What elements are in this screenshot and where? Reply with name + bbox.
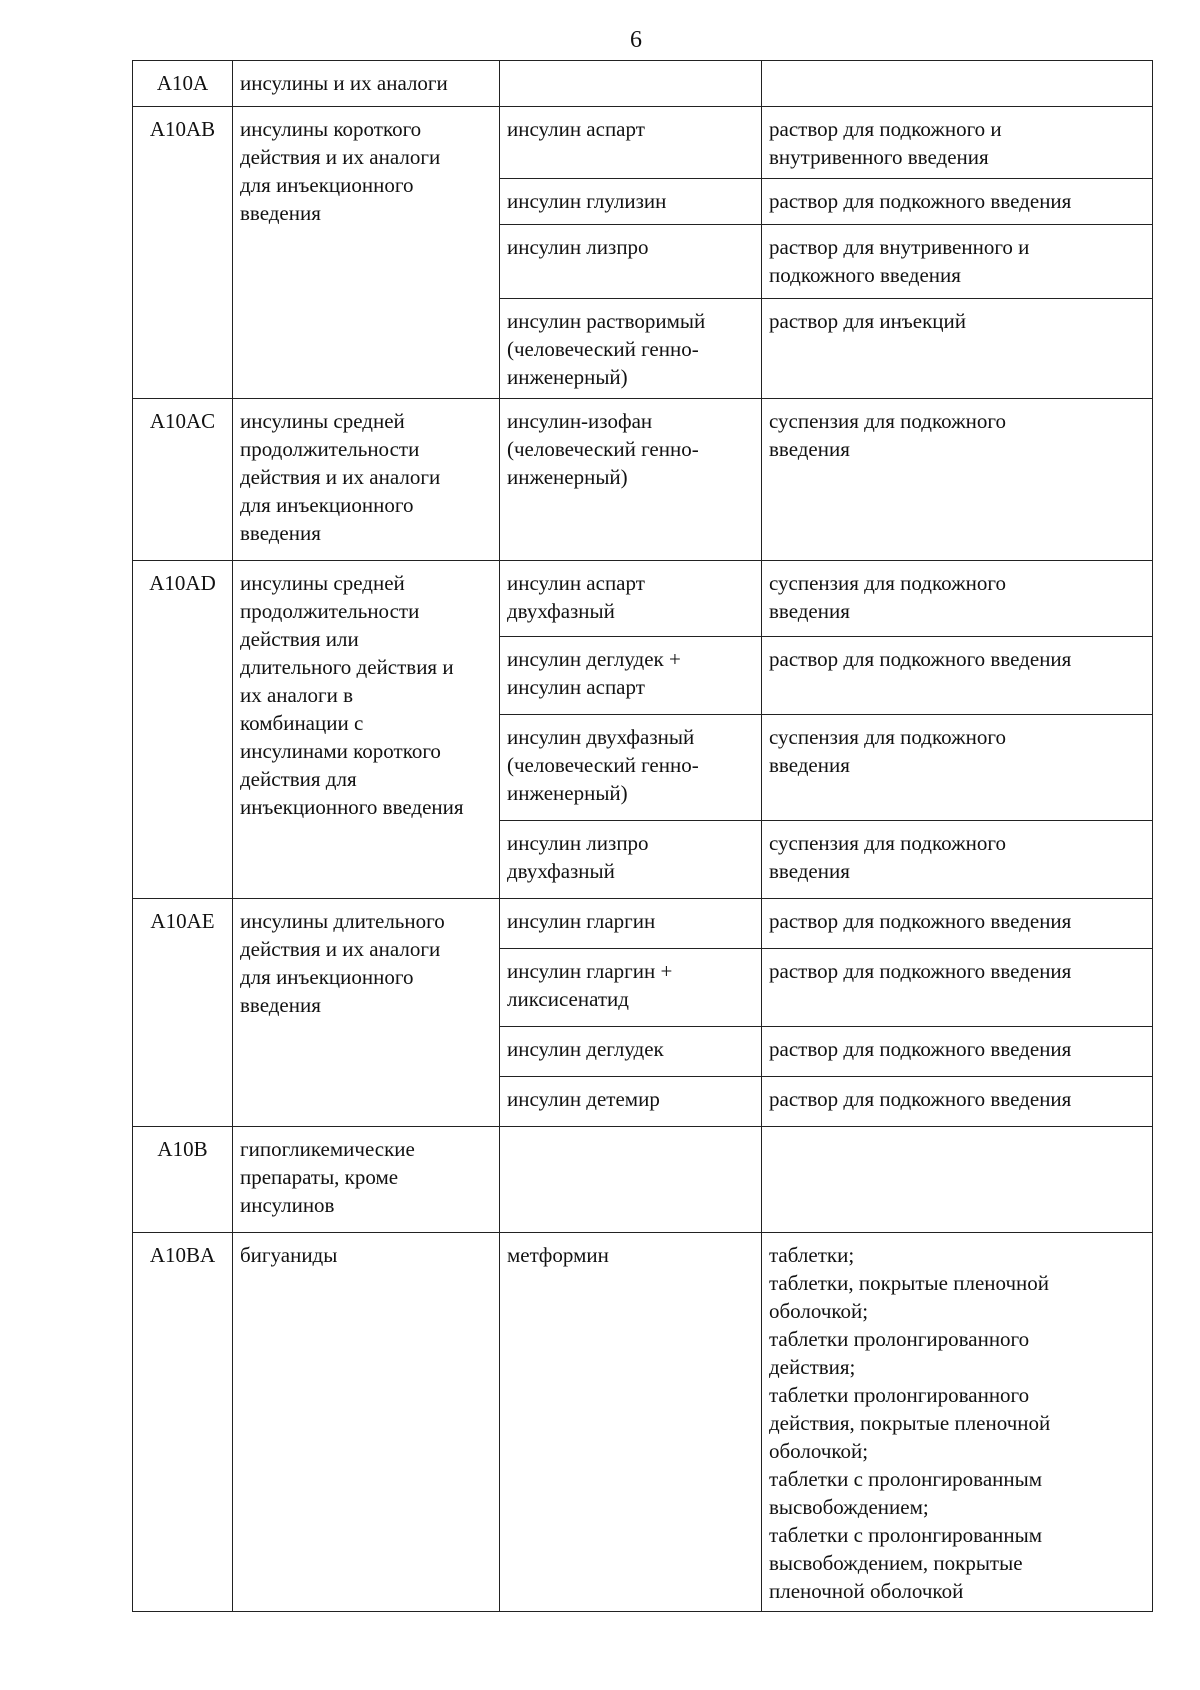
atc-group-name: гипогликемические препараты, кроме инсулинов <box>233 1127 500 1233</box>
atc-code: A10BA <box>133 1233 233 1612</box>
dosage-form-cell: суспензия для подкожного введения <box>762 821 1153 899</box>
inn-cell: инсулин детемир <box>500 1077 762 1127</box>
page-number: 6 <box>630 27 642 53</box>
dosage-form-cell: раствор для внутривенного и подкожного введения <box>762 225 1153 299</box>
table-row <box>133 1233 1153 1612</box>
inn-cell: метформин <box>500 1233 762 1612</box>
dosage-form-cell: суспензия для подкожного введения <box>762 399 1153 561</box>
table-row <box>133 899 1153 949</box>
dosage-form-cell: таблетки; таблетки, покрытые пленочной оболочкой; таблетки пролонгированного действия; таблетки пролонгированного действия, покрытые пленочной оболочкой; таблетки с пролонгированным высвобождением; таблетки с пролонгированным высвобождением, покрытые пленочной оболочкой <box>762 1233 1153 1612</box>
inn-cell <box>500 1127 762 1233</box>
atc-group-name: инсулины длительного действия и их аналоги для инъекционного введения <box>233 899 500 1127</box>
dosage-form-cell <box>762 1127 1153 1233</box>
dosage-form-cell: раствор для подкожного введения <box>762 637 1153 715</box>
inn-cell: инсулин гларгин <box>500 899 762 949</box>
inn-cell: инсулин лизпро <box>500 225 762 299</box>
dosage-form-cell: раствор для подкожного введения <box>762 1027 1153 1077</box>
atc-code: A10AE <box>133 899 233 1127</box>
atc-group-name: инсулины и их аналоги <box>233 61 500 107</box>
inn-cell: инсулин-изофан (человеческий генно- инженерный) <box>500 399 762 561</box>
atc-code: A10B <box>133 1127 233 1233</box>
inn-cell: инсулин аспарт <box>500 107 762 179</box>
inn-cell: инсулин глулизин <box>500 179 762 225</box>
dosage-form-cell: раствор для подкожного и внутривенного введения <box>762 107 1153 179</box>
table-row <box>133 107 1153 179</box>
dosage-form-cell: суспензия для подкожного введения <box>762 715 1153 821</box>
atc-code: A10A <box>133 61 233 107</box>
inn-cell <box>500 61 762 107</box>
atc-code: A10AB <box>133 107 233 399</box>
atc-group-name: бигуаниды <box>233 1233 500 1612</box>
atc-code: A10AC <box>133 399 233 561</box>
table-row <box>133 399 1153 561</box>
dosage-form-cell: раствор для подкожного введения <box>762 949 1153 1027</box>
dosage-form-cell: раствор для подкожного введения <box>762 179 1153 225</box>
inn-cell: инсулин аспарт двухфазный <box>500 561 762 637</box>
inn-cell: инсулин деглудек <box>500 1027 762 1077</box>
atc-group-name: инсулины средней продолжительности действия и их аналоги для инъекционного введения <box>233 399 500 561</box>
table-row <box>133 1127 1153 1233</box>
inn-cell: инсулин гларгин + ликсисенатид <box>500 949 762 1027</box>
table-row <box>133 561 1153 637</box>
dosage-form-cell: суспензия для подкожного введения <box>762 561 1153 637</box>
dosage-form-cell: раствор для подкожного введения <box>762 899 1153 949</box>
inn-cell: инсулин деглудек + инсулин аспарт <box>500 637 762 715</box>
inn-cell: инсулин растворимый (человеческий генно- инженерный) <box>500 299 762 399</box>
atc-group-name: инсулины короткого действия и их аналоги для инъекционного введения <box>233 107 500 399</box>
drug-classification-table <box>132 60 1153 1612</box>
inn-cell: инсулин двухфазный (человеческий генно- инженерный) <box>500 715 762 821</box>
atc-group-name: инсулины средней продолжительности действия или длительного действия и их аналоги в комбинации с инсулинами короткого действия для инъекционного введения <box>233 561 500 899</box>
table-row <box>133 61 1153 107</box>
inn-cell: инсулин лизпро двухфазный <box>500 821 762 899</box>
dosage-form-cell <box>762 61 1153 107</box>
dosage-form-cell: раствор для инъекций <box>762 299 1153 399</box>
dosage-form-cell: раствор для подкожного введения <box>762 1077 1153 1127</box>
atc-code: A10AD <box>133 561 233 899</box>
